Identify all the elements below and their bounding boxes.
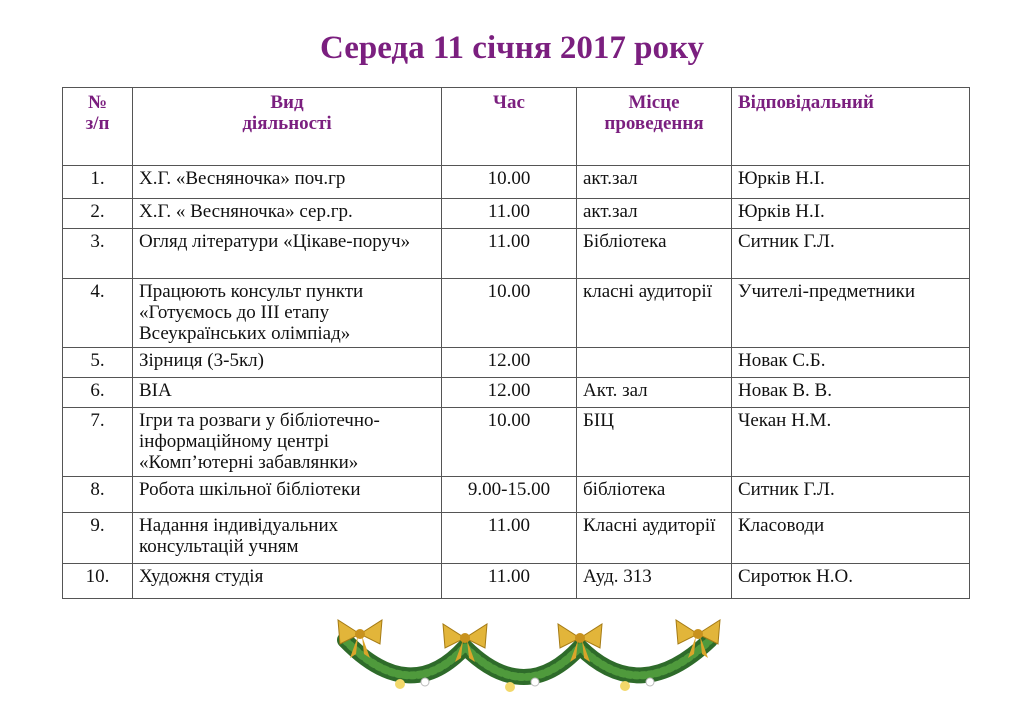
header-place-line1: Місце [628, 92, 680, 113]
row-activity: Х.Г. «Весняночка» поч.гр [133, 166, 442, 199]
row-place: Акт. зал [577, 378, 732, 408]
row-activity: Художня студія [133, 564, 442, 599]
row-responsible: Класоводи [732, 513, 970, 564]
row-responsible: Чекан Н.М. [732, 408, 970, 477]
row-num: 6. [63, 378, 133, 408]
row-responsible: Юрків Н.І. [732, 166, 970, 199]
page-title: Середа 11 січня 2017 року [319, 30, 704, 66]
header-activity [133, 88, 442, 166]
row-activity: Працюють консульт пункти «Готуємось до ІІІ етапу Всеукраїнських олімпіад» [133, 279, 442, 348]
row-time: 11.00 [442, 199, 577, 229]
header-num [63, 88, 133, 166]
table-row [63, 348, 970, 378]
row-num: 8. [63, 477, 133, 513]
header-activity-line2: діяльності [242, 113, 332, 134]
row-responsible: Ситник Г.Л. [732, 477, 970, 513]
row-time: 11.00 [442, 229, 577, 279]
row-responsible: Ситник Г.Л. [732, 229, 970, 279]
row-place: акт.зал [577, 199, 732, 229]
row-responsible: Новак В. В. [732, 378, 970, 408]
row-responsible: Юрків Н.І. [732, 199, 970, 229]
row-num: 9. [63, 513, 133, 564]
table-row [63, 513, 970, 564]
header-activity-line1: Вид [270, 92, 304, 113]
header-num-line2: з/п [85, 113, 110, 134]
row-time: 10.00 [442, 166, 577, 199]
header-responsible: Відповідальний [732, 88, 970, 166]
row-time: 11.00 [442, 564, 577, 599]
row-num: 10. [63, 564, 133, 599]
row-responsible: Сиротюк Н.О. [732, 564, 970, 599]
header-place-line2: проведення [604, 113, 704, 134]
row-num: 7. [63, 408, 133, 477]
row-num: 2. [63, 199, 133, 229]
row-num: 1. [63, 166, 133, 199]
table-row [63, 378, 970, 408]
row-place: бібліотека [577, 477, 732, 513]
header-time: Час [442, 88, 577, 166]
row-num: 3. [63, 229, 133, 279]
row-place: БІЦ [577, 408, 732, 477]
row-activity: Зірниця (3-5кл) [133, 348, 442, 378]
header-num-line1: № [87, 92, 108, 113]
christmas-garland-decoration [330, 612, 730, 712]
row-place: Класні аудиторії [577, 513, 732, 564]
header-row [63, 88, 970, 166]
row-place: Бібліотека [577, 229, 732, 279]
row-responsible: Учителі-предметники [732, 279, 970, 348]
table-row [63, 477, 970, 513]
row-time: 11.00 [442, 513, 577, 564]
row-activity: Ігри та розваги у бібліотечно-інформаційному центрі «Комп’ютерні забавлянки» [133, 408, 442, 477]
row-num: 5. [63, 348, 133, 378]
table-row [63, 279, 970, 348]
table-row [63, 199, 970, 229]
table-row [63, 229, 970, 279]
row-place: Ауд. 313 [577, 564, 732, 599]
row-responsible: Новак С.Б. [732, 348, 970, 378]
row-activity: Огляд літератури «Цікаве-поруч» [133, 229, 442, 279]
row-activity: Робота шкільної бібліотеки [133, 477, 442, 513]
row-activity: Х.Г. « Весняночка» сер.гр. [133, 199, 442, 229]
table-row [63, 564, 970, 599]
row-time: 12.00 [442, 378, 577, 408]
row-place: акт.зал [577, 166, 732, 199]
row-time: 10.00 [442, 408, 577, 477]
header-place [577, 88, 732, 166]
garland-branch [345, 640, 710, 677]
table-row [63, 166, 970, 199]
row-time: 10.00 [442, 279, 577, 348]
row-activity: Надання індивідуальних консультацій учням [133, 513, 442, 564]
schedule-table [62, 87, 970, 599]
row-place [577, 348, 732, 378]
row-place: класні аудиторії [577, 279, 732, 348]
row-num: 4. [63, 279, 133, 348]
table-row [63, 408, 970, 477]
row-activity: ВІА [133, 378, 442, 408]
row-time: 12.00 [442, 348, 577, 378]
row-time: 9.00-15.00 [442, 477, 577, 513]
